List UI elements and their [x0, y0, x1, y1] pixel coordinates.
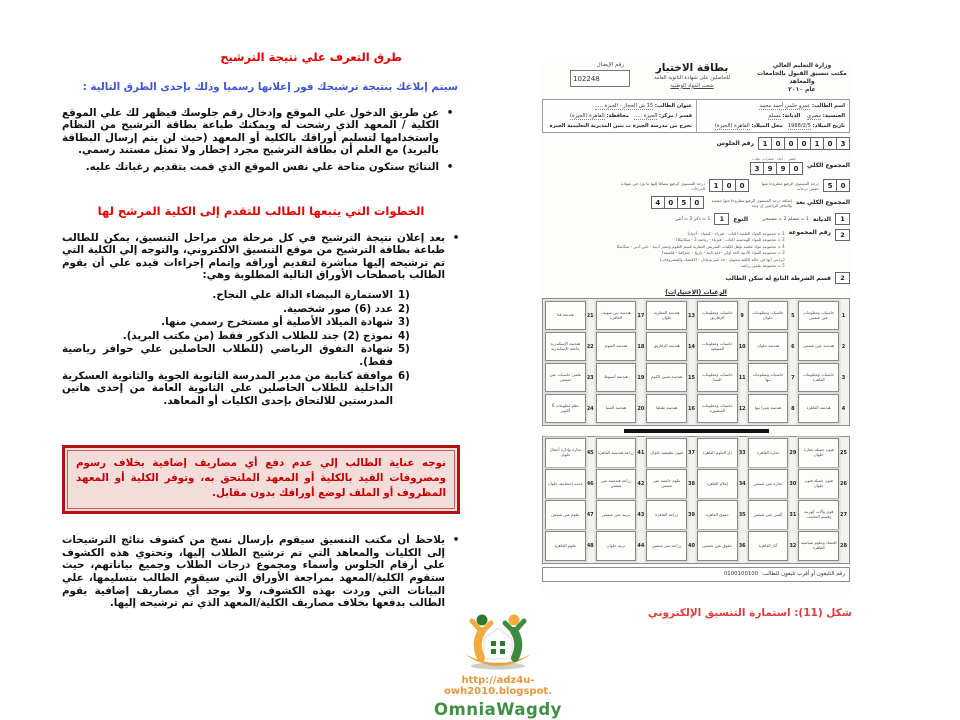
methods-bullet-list — [62, 107, 460, 174]
step-item — [62, 330, 414, 343]
choice-box: فنون جميلة فنون حلوان — [798, 469, 839, 499]
choice-number: 7 — [791, 374, 795, 381]
choice-cell — [798, 363, 847, 392]
step-text: شهادة التفوق الرياضي (للطلاب الحاصلين علي حوافز رياضية فقط). — [62, 343, 393, 368]
police-code-box: 2 — [835, 272, 850, 284]
ministry-line1: وزارة التعليم العالي — [772, 62, 832, 69]
choice-cell — [748, 501, 797, 530]
governorate-value: القاهرة (الجيزة) — [569, 113, 605, 119]
choice-cell — [798, 301, 847, 330]
choice-number: 46 — [586, 481, 594, 487]
choice-cell — [798, 332, 847, 361]
seat-number-boxes — [758, 137, 850, 150]
digit-box: آحاد — [777, 157, 783, 161]
group-option: (يراعى أنها في حالة الكلية بتحويل - قد تغير وتعادل - الاقتصاد والمصروفات) — [659, 256, 785, 262]
choice-number: 41 — [637, 450, 645, 456]
choice-number: 38 — [688, 481, 695, 487]
pob-label: محل الميلاد: — [751, 123, 783, 129]
total-after-label: المجموع الكلي بعد — [795, 199, 850, 206]
name-label: اسم الطالب: — [812, 103, 845, 109]
choice-box: زراعة هندسية القاهرة — [596, 438, 637, 468]
blog-logo — [408, 612, 588, 719]
choice-number: 18 — [637, 343, 645, 350]
step-number: 2) — [398, 302, 410, 315]
choice-number: 35 — [738, 512, 746, 518]
choice-cell — [748, 470, 797, 499]
digit-box: 0 — [691, 196, 704, 209]
dob-label: تاريخ الميلاد: — [812, 123, 845, 129]
digit-box: 9 — [764, 162, 777, 175]
choice-cell — [596, 301, 645, 330]
digit-box: 1 — [758, 137, 772, 150]
choice-number: 29 — [789, 450, 797, 456]
choice-number: 10 — [738, 343, 746, 350]
phone-label: رقم التليفون أو أقرب تليفون للطالب: — [761, 571, 845, 577]
digit-box: 0 — [772, 137, 785, 150]
choice-cell — [798, 532, 847, 561]
religion-code-box: 1 — [835, 213, 850, 225]
choice-cell — [748, 532, 797, 561]
choice-box: هندسة أسيوط — [596, 363, 637, 393]
form-subtitle2: شعب المواد الوطنية — [670, 82, 714, 89]
choice-cell — [646, 332, 695, 361]
address-value: 15 ش الحجاز - الجيزة ..... — [594, 103, 654, 109]
step-text: موافقة كتابية من مدير المدرسة الثانوية الجوية والثانوية العسكرية الداخلية للطلاب الحاصلين علي الثانوية العامة من إحدى هاتين المدرستين للالتحاق بإحدى الكليات أو المعاهد. — [62, 369, 393, 407]
student-info-right — [696, 100, 849, 132]
choice-number: 45 — [586, 450, 594, 456]
choice-number: 14 — [688, 343, 695, 350]
choice-number: 2 — [841, 343, 846, 350]
choice-cell — [697, 501, 746, 530]
advanced-level-row — [542, 179, 850, 192]
choice-number: 17 — [637, 312, 645, 319]
total-after-row — [542, 196, 850, 209]
form-subtitle1: للحاصلين على شهادة الثانوية العامة — [653, 75, 731, 81]
choice-cell — [697, 439, 746, 468]
choice-number: 40 — [688, 543, 695, 549]
bullet-item — [62, 107, 454, 157]
choice-number: 37 — [688, 450, 695, 456]
warning-text: نوجه عناية الطالب إلي عدم دفع أي مصاريف إضافية بخلاف رسوم ومصروفات القيد بالكلية أو المعهد الملتحق به، وتوفر الكلية أو المعهد المظروف أو الملف لوضع أوراقك بدون مقابل. — [76, 457, 446, 500]
exam-card-form — [542, 62, 850, 594]
choice-number: 31 — [789, 512, 797, 518]
choice-cell — [646, 470, 695, 499]
choice-box: دار العلوم القاهرة — [697, 438, 738, 468]
choice-box: هندسة الزقازيق — [646, 332, 687, 362]
choice-cell — [748, 363, 797, 392]
steps-intro-text: بعد إعلان نتيجة الترشيح في كل مرحلة من مراحل التنسيق، يمكن للطالب طباعة بطاقة الترشيح من موقع التنسيق الالكتروني، والتوجه إلي الكلية التي تم ترشيحه إليها مباشرة لتقديم أوراقه وإتمام إجراءات قيده علي أن يقوم الطالب باصطحاب الأوراق التالية المطلوبة وهي: — [62, 231, 445, 282]
choice-box: هندسة المطرية حلوان — [646, 301, 687, 331]
district-label: قسم / مركز: — [658, 113, 692, 119]
figure-caption: شكل (11): استمارة التنسيق الإلكتروني — [647, 607, 853, 619]
digit-box: 0 — [785, 137, 798, 150]
choice-number: 6 — [791, 343, 795, 350]
seat-number-row — [542, 137, 850, 150]
choice-number: 36 — [738, 543, 746, 549]
choice-box: هندسة قنا — [545, 301, 586, 331]
choice-cell — [798, 501, 847, 530]
digit-box: 0 — [736, 179, 749, 192]
choice-number: 47 — [586, 512, 594, 518]
choice-box: نظم معلومات 6 أكتوبر — [545, 394, 586, 424]
student-info-box — [542, 99, 850, 133]
choice-number: 19 — [637, 374, 645, 381]
group-code-box: 2 — [835, 229, 850, 241]
dob-value: 1988/2/5 — [787, 123, 811, 129]
choice-cell — [798, 439, 847, 468]
choice-number: 16 — [688, 405, 695, 412]
choice-number: 32 — [789, 543, 797, 549]
choice-box: حاسبات ومعلومات عين شمس — [798, 301, 839, 331]
info-row-birth — [701, 121, 845, 131]
choice-box: حاسبات ومعلومات الزقازيق — [697, 301, 738, 331]
gender-field-label: النوع — [733, 215, 749, 223]
ministry-year: عام ٢٠١٠ — [788, 86, 816, 93]
choice-cell — [646, 439, 695, 468]
choice-box: هندسة المنيا — [596, 394, 637, 424]
step-item — [62, 289, 414, 302]
step-text: شهادة الميلاد الأصلية أو مستخرج رسمي منها. — [161, 316, 393, 329]
digit-box: 0 — [790, 162, 803, 175]
choice-box: فنون جميلة عمارة حلوان — [798, 438, 839, 468]
step-item — [62, 370, 414, 408]
choice-cell — [748, 394, 797, 423]
choice-number: 44 — [637, 543, 645, 549]
info-row-name — [701, 101, 845, 111]
group-options-list — [542, 229, 785, 268]
choice-box: فنون تطبيقية حلوان — [646, 438, 687, 468]
group-option: 5 = مجموعة علمي رياضة — [740, 263, 785, 268]
advanced-level-boxes-a — [823, 179, 850, 192]
step-number: 6) — [398, 369, 410, 382]
choice-box: تجارة وإدارة أعمال حلوان — [545, 438, 586, 468]
choice-cell — [646, 532, 695, 561]
choice-box: آثار القاهرة — [748, 531, 789, 561]
choice-cell — [697, 301, 746, 330]
choice-number: 8 — [791, 405, 795, 412]
choice-cell — [596, 501, 645, 530]
choice-box: هندسة عين شمس — [798, 332, 839, 362]
warning-box-inner — [67, 450, 455, 509]
choice-number: 20 — [637, 405, 645, 412]
info-row-district — [547, 111, 692, 121]
choice-box: خدمة اجتماعية حلوان — [545, 469, 586, 499]
heading-student-steps: الخطوات التي يتبعها الطالب للتقدم إلى الكلية المرشح لها — [97, 203, 425, 218]
bullet-item — [62, 161, 454, 174]
choice-box: تجارة عين شمس — [748, 469, 789, 499]
total-after-sublabel: إضافة درجة المستوى الرفيع مطروحا منها خمسة والحافز الرياضي إن وجد — [711, 197, 792, 208]
step-item — [62, 316, 414, 329]
police-row — [542, 272, 850, 284]
digit-box: 3 — [837, 137, 850, 150]
bullet-text: النتائج ستكون متاحة علي نفس الموقع الذي قمت بتقديم رغباتك عليه. — [85, 160, 439, 173]
choice-cell — [545, 532, 594, 561]
group-option: 2 = مجموعة المواد الهندسية (لغات - فيزياء - رياضة 2 - ميكانيكا) — [676, 237, 785, 242]
choice-cell — [748, 439, 797, 468]
choice-cell — [545, 363, 594, 392]
choice-cell — [646, 363, 695, 392]
choice-box: هندسة الإسكندرية جامعة الإسكندرية — [545, 332, 586, 362]
digit-box: 0 — [824, 137, 837, 150]
phone-number: 0100100100 — [723, 571, 759, 577]
choice-cell — [596, 363, 645, 392]
choice-cell — [798, 394, 847, 423]
choice-box: حاسبات ومعلومات المنصورة — [697, 394, 738, 424]
choice-number: 22 — [586, 343, 594, 350]
ministry-block — [754, 62, 850, 94]
total-score-row — [542, 156, 850, 175]
total-after-boxes — [651, 196, 704, 209]
address-label: عنوان الطالب: — [654, 103, 692, 109]
total-score-boxes — [750, 162, 803, 175]
bullet-icon: • — [452, 231, 460, 244]
receipt-label: رقم الإيصال — [596, 62, 624, 68]
choice-number: 23 — [586, 374, 594, 381]
instructions-column — [62, 50, 460, 610]
religion-gender-row — [542, 213, 850, 225]
religion-field-label: الديانة — [812, 215, 831, 223]
choice-box: حاسبات ومعلومات المنيا — [697, 363, 738, 393]
ministry-line2: مكتب تنسيق القبول بالجامعات والمعاهد — [757, 70, 847, 85]
group-row — [542, 229, 850, 268]
choice-number: 43 — [637, 512, 645, 518]
digit-box: 4 — [651, 196, 665, 209]
digit-box: عشر — [788, 157, 796, 161]
choice-number: 26 — [840, 481, 847, 487]
choices-title: الرغبات (الاختيارات) — [665, 289, 727, 296]
bullet-icon: • — [452, 534, 460, 547]
choice-box: هندسة شبرا بنها — [748, 394, 789, 424]
seat-number-label: رقم الجلوس — [716, 140, 754, 147]
choice-box: علوم حاسبة عين شمس — [646, 469, 687, 499]
choice-box: حاسبات ومعلومات حلوان — [748, 301, 789, 331]
choice-cell — [596, 439, 645, 468]
digit-box: 5 — [823, 179, 837, 192]
choice-box: حاسبات ومعلومات المنوفية — [697, 332, 738, 362]
choice-box: تربية حلوان — [596, 531, 637, 561]
choice-number: 13 — [688, 312, 695, 319]
info-row-address — [547, 101, 692, 111]
choices-grid-2 — [542, 436, 850, 564]
governorate-label: محافظة: — [606, 113, 629, 119]
choice-cell — [596, 394, 645, 423]
choice-box: علوم القاهرة — [545, 531, 586, 561]
grid-divider-bar — [624, 429, 769, 433]
choices-grid-1 — [542, 298, 850, 426]
step-text: نموذج (2) جند للطلاب الذكور فقط (من مكتب البريد). — [122, 329, 393, 342]
total-score-label: المجموع الكلي — [807, 162, 850, 169]
step-number: 4) — [398, 329, 410, 342]
digit-box: 1 — [811, 137, 824, 150]
choice-cell — [697, 332, 746, 361]
choice-cell — [798, 470, 847, 499]
digit-box: 1 — [709, 179, 723, 192]
choice-cell — [545, 470, 594, 499]
choice-number: 12 — [738, 405, 746, 412]
choice-number: 48 — [586, 543, 594, 549]
choice-cell — [596, 332, 645, 361]
digit-box: 5 — [678, 196, 691, 209]
note-bullet — [62, 534, 460, 610]
digit-headers — [750, 156, 803, 161]
choice-number: 42 — [637, 481, 645, 487]
choice-number: 25 — [840, 450, 847, 456]
choice-box: هندسة حلوان — [748, 332, 789, 362]
choice-number: 1 — [841, 312, 846, 319]
choice-box: حاسبات ومعلومات بنها — [748, 363, 789, 393]
nationality-label: الجنسية: — [822, 113, 845, 119]
choice-number: 15 — [688, 374, 695, 381]
digit-box: 0 — [665, 196, 678, 209]
nationality-value: مصري — [806, 113, 822, 119]
choice-cell — [697, 394, 746, 423]
choice-box: علوم عين شمس — [545, 500, 586, 530]
choice-number: 28 — [840, 543, 847, 549]
form-title-block — [637, 62, 747, 89]
advanced-level-boxes-b — [709, 179, 749, 192]
step-text: عدد (6) صور شخصية. — [283, 302, 393, 315]
choice-cell — [697, 532, 746, 561]
digit-box: 0 — [723, 179, 736, 192]
choice-cell — [545, 301, 594, 330]
choice-number: 5 — [791, 312, 795, 319]
form-header — [542, 62, 850, 94]
name-value: عمرو حلمي أحمد محمد — [759, 103, 811, 109]
advanced-level-label-a: درجة المستوى الرفيع مطروحا منها خمس درجات — [761, 180, 819, 191]
note-text: يلاحظ أن مكتب التنسيق سيقوم بإرسال نسخ من كشوف نتائج الترشيحات إلى الكليات والمعاهد التي تم ترشيح الطلاب إليها، وتحتوي هذه الكشوف علي أرقام الجلوس وأسماء ومجموع درجات الطلاب وجميع بياناتهم، حيث ستقوم الكلية/المعهد بمراجعة الأوراق التي سيقوم الطالب بتسليمها، علي البيانات التي وردت بهذه الكشوف، ولا يوجد أي مصاريف إضافية يقوم الطالب بدفعها بخلاف مصاريف الكلية/المعهد الذي تم ترشيحه إليها. — [62, 534, 445, 610]
warning-box — [62, 445, 460, 514]
receipt-number-box: 102248 — [570, 70, 630, 87]
choice-box: هندسة الفيوم — [596, 332, 637, 362]
district-value: الجيزة ..... — [633, 113, 658, 119]
info-row-school — [547, 121, 692, 131]
choice-box: هندسة طنطا — [646, 394, 687, 424]
choice-number: 33 — [738, 450, 746, 456]
receipt-block — [542, 62, 630, 87]
heading-results-methods: طرق التعرف علي نتيجة الترشيح — [220, 50, 402, 64]
police-field-label: قسم الشرطة التابع له سكن الطالب — [725, 274, 831, 282]
digit-box: عشرات — [762, 157, 774, 161]
gender-options: 1 = ذكر 2 = أنثى — [675, 216, 711, 222]
school-value: تخرج من مدرسة الجيزة ث بنين المديرية التعليمية الجيزة — [549, 123, 692, 129]
choice-number: 3 — [841, 374, 846, 381]
choice-cell — [748, 301, 797, 330]
step-number: 5) — [398, 343, 410, 356]
group-field-label: رقم المجموعة — [788, 229, 831, 236]
choice-number: 9 — [740, 312, 744, 319]
choice-cell — [545, 501, 594, 530]
choice-box: حاسبات ومعلومات القاهرة — [798, 363, 839, 393]
choice-cell — [646, 394, 695, 423]
choice-cell — [748, 332, 797, 361]
choice-cell — [697, 363, 746, 392]
choice-cell — [646, 501, 695, 530]
choice-box: زراعة القاهرة — [646, 500, 687, 530]
digit-box: مئات — [752, 157, 760, 161]
choice-number: 34 — [738, 481, 746, 487]
choice-number: 30 — [789, 481, 797, 487]
people-house-logo-icon — [455, 612, 541, 670]
choice-box: اقتصاد وعلوم سياسية القاهرة — [798, 531, 839, 561]
choice-number: 11 — [738, 374, 746, 381]
steps-intro-bullet — [62, 232, 460, 282]
choice-box: علمي حاسبات عين شمس — [545, 363, 586, 393]
choice-cell — [646, 301, 695, 330]
group-option: 3 = مجموعة المواد الأدبية (لغة أولى - لغة ثانية - تاريخ - جغرافيا - فلسفة) — [661, 250, 785, 255]
group-option: 1 = مجموعة المواد العلمية (لغات - فيزياء - كيمياء - أحياء) — [687, 230, 785, 236]
choice-number: 21 — [586, 312, 594, 319]
choice-cell — [545, 332, 594, 361]
step-number: 1) — [398, 288, 410, 301]
choice-cell — [697, 470, 746, 499]
choice-box: تربية عين شمس — [596, 500, 637, 530]
choice-box: هندسة شبين الكوم — [646, 363, 687, 393]
form-title: بطاقة الاختبار — [655, 62, 729, 74]
choice-box: زراعة عين شمس — [646, 531, 687, 561]
info-row-nationality — [701, 111, 845, 121]
choice-box: ألسن عين شمس — [748, 500, 789, 530]
pob-value: القاهرة (الجيزة) — [714, 123, 750, 129]
bullet-icon: • — [446, 106, 454, 119]
choice-cell — [596, 532, 645, 561]
religion-options: 1 = مسلم 2 = مسيحي — [762, 216, 809, 222]
step-item — [62, 303, 414, 316]
choice-box: هندسة القاهرة — [798, 394, 839, 424]
religion-value: مسلم — [768, 113, 781, 119]
digit-box: 0 — [837, 179, 850, 192]
intro-line: سيتم إبلاغك بنتيجة ترشيحك فور إعلانها رسميا وذلك بإحدى الطرق التالية : — [82, 81, 458, 93]
religion-label: الديانة: — [782, 113, 801, 119]
blog-author-name: OmniaWagdy — [434, 700, 562, 719]
advanced-level-label-b: درجة المستوى الرفيع مضافا إليها ما ورد في شهادة الدرجات — [620, 180, 705, 191]
gender-code-box: 1 — [714, 213, 729, 225]
choice-number: 27 — [840, 512, 847, 518]
choice-number: 4 — [841, 405, 846, 412]
choice-cell — [545, 394, 594, 423]
step-item — [62, 343, 414, 368]
choice-cell — [596, 470, 645, 499]
choice-box: هندسة بني سويف القاهرة — [596, 301, 637, 331]
bullet-text: عن طريق الدخول علي الموقع وإدخال رقم جلوسك فيظهر لك علي الموقع الكلية / المعهد الذي رشحت له ويمكنك طباعة بطاقة الترشيح من النظام واستخدامها لتسليم أوراقك بالكلية أو المعهد (حيث لن يتم إرسال البطاقة بالبريد) مع العلم أن بطاقة الترشيح مجرد إخطار ولا تمثل مستند رسمي. — [62, 106, 439, 157]
bullet-icon: • — [446, 160, 454, 173]
choice-box: قوى وآلات كهربية وقسم الحاسب — [798, 500, 839, 530]
blog-url: http://adz4u-owh2010.blogspot. — [443, 675, 553, 697]
total-score-group — [750, 156, 803, 175]
choice-cell — [545, 439, 594, 468]
choice-box: حقوق عين شمس — [697, 531, 738, 561]
phone-row — [542, 567, 850, 582]
student-info-left — [543, 100, 696, 132]
choice-box: حقوق القاهرة — [697, 500, 738, 530]
group-option: 4 = مجموعة مواد علمية تؤهل لكليات التمريض النظرية قسم العلوم وتعتبر أدبية - ثاني أدبي - ميكانيكا — [616, 243, 785, 249]
choice-number: 24 — [586, 405, 594, 412]
step-text: الاستمارة البيضاء الدالة علي النجاح. — [212, 288, 393, 301]
required-documents-list — [62, 289, 414, 407]
choice-box: تجارة القاهرة — [748, 438, 789, 468]
step-number: 3) — [398, 316, 410, 329]
choice-box: زراعة هندسية عين شمس — [596, 469, 637, 499]
choice-number: 39 — [688, 512, 695, 518]
digit-box: 9 — [777, 162, 790, 175]
digit-box: 3 — [750, 162, 764, 175]
choice-box: إعلام القاهرة — [697, 469, 738, 499]
digit-box: 0 — [798, 137, 811, 150]
